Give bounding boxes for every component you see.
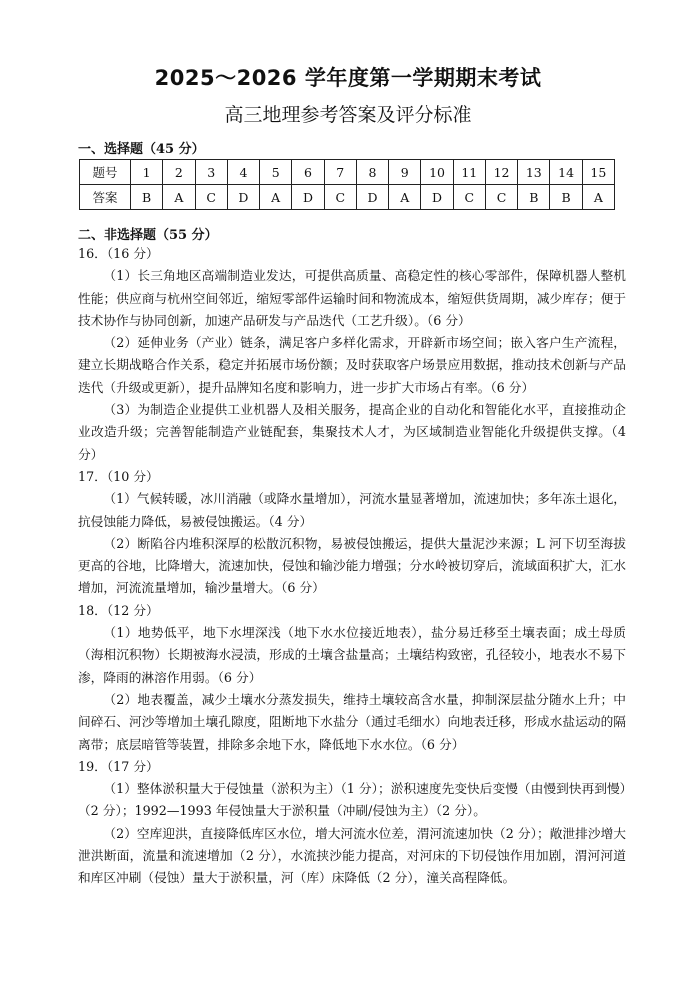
table-row-answers (80, 185, 615, 210)
answer-cell: B (131, 185, 163, 210)
answer-paragraph: （2）空库迎洪，直接降低库区水位，增大河流水位差，渭河流速加快（2 分）；敞泄排沙增大泄洪断面，流量和流速增加（2 分），水流挟沙能力提高，对河床的下切侵蚀作用加剧，渭河河道和库区冲刷（侵蚀）量大于淤积量，河（库）床降低（2 分），潼关高程降低。 (78, 825, 626, 886)
answer-cell: B (518, 185, 550, 210)
question-number: 1 (131, 160, 163, 185)
answer-cell: A (163, 185, 195, 210)
answer-cell: C (453, 185, 485, 210)
answer-cell: A (389, 185, 421, 210)
answer-paragraph: （1）地势低平，地下水埋深浅（地下水水位接近地表），盐分易迁移至土壤表面；成土母质（海相沉积物）长期被海水浸渍，形成的土壤含盐量高；土壤结构致密，孔径较小，地表水不易下渗，降雨的淋溶作用弱。（6 分） (78, 625, 626, 685)
answer-paragraph: （3）为制造企业提供工业机器人及相关服务，提高企业的自动化和智能化水平，直接推动企业改造升级；完善智能制造产业链配套，集聚技术人才，为区域制造业智能化升级提供支撑。（4 分） (78, 402, 626, 462)
table-row-numbers (80, 160, 615, 185)
answer-cell: D (227, 185, 259, 210)
row-label-number: 题号 (80, 160, 131, 185)
answer-cell: A (582, 185, 614, 210)
page-title: 2025～2026 学年度第一学期期末考试 (154, 66, 542, 90)
answer-cell: C (195, 185, 227, 210)
question-number: 11 (453, 160, 485, 185)
question-number: 6 (292, 160, 324, 185)
section-heading-choice: 一、选择题（45 分） (78, 142, 205, 157)
answer-paragraph: （2）地表覆盖，减少土壤水分蒸发损失，维持土壤较高含水量，抑制深层盐分随水上升；中间碎石、河沙等增加土壤孔隙度，阻断地下水盐分（通过毛细水）向地表迁移，形成水盐运动的隔离带；底层暗管等装置，排除多余地下水，降低地下水水位。（6 分） (78, 691, 626, 752)
answer-cell: D (421, 185, 453, 210)
question-number: 5 (260, 160, 292, 185)
question-number: 8 (356, 160, 388, 185)
question-number: 9 (389, 160, 421, 185)
question-number: 3 (195, 160, 227, 185)
answer-cell: C (485, 185, 517, 210)
question-number: 7 (324, 160, 356, 185)
question-number: 10 (421, 160, 453, 185)
section-heading-nonchoice: 二、非选择题（55 分） (78, 228, 218, 243)
page-subtitle: 高三地理参考答案及评分标准 (224, 104, 472, 126)
question-header: 19．（17 分） (78, 758, 159, 774)
question-number: 15 (582, 160, 614, 185)
answer-paragraph: （1）长三角地区高端制造业发达，可提供高质量、高稳定性的核心零部件，保障机器人整机性能；供应商与杭州空间邻近，缩短零部件运输时间和物流成本，缩短供货周期，减少库存；便于技术协作与协同创新，加速产品研发与产品迭代（工艺升级）。（6 分） (78, 268, 626, 328)
answer-cell: C (324, 185, 356, 210)
question-number: 2 (163, 160, 195, 185)
answer-paragraph: （2）断陷谷内堆积深厚的松散沉积物，易被侵蚀搬运，提供大量泥沙来源；L 河下切至海拔更高的谷地，比降增大，流速加快，侵蚀和输沙能力增强；分水岭被切穿后，流域面积扩大，汇水增加，河流流量增加，输沙量增大。（6 分） (78, 535, 626, 596)
question-number: 14 (550, 160, 582, 185)
answer-paragraph: （1）气候转暖，冰川消融（或降水量增加），河流水量显著增加，流速加快；多年冻土退化，抗侵蚀能力降低，易被侵蚀搬运。（4 分） (78, 491, 626, 529)
answer-table (79, 159, 615, 210)
answer-cell: D (292, 185, 324, 210)
answer-body (78, 243, 626, 890)
question-header: 17．（10 分） (78, 468, 159, 484)
answer-cell: A (260, 185, 292, 210)
question-header: 16．（16 分） (78, 246, 159, 261)
answer-cell: D (356, 185, 388, 210)
question-number: 12 (485, 160, 517, 185)
question-number: 4 (227, 160, 259, 185)
row-label-answer: 答案 (80, 185, 131, 210)
answer-paragraph: （1）整体淤积量大于侵蚀量（淤积为主）（1 分）；淤积速度先变快后变慢（由慢到快再到慢）（2 分）；1992—1993 年侵蚀量大于淤积量（冲刷/侵蚀为主）（2 分）。 (78, 781, 626, 819)
question-header: 18．（12 分） (78, 602, 159, 618)
question-number: 13 (518, 160, 550, 185)
answer-paragraph: （2）延伸业务（产业）链条，满足客户多样化需求，开辟新市场空间；嵌入客户生产流程，建立长期战略合作关系，稳定并拓展市场份额；及时获取客户场景应用数据，推动技术创新与产品迭代（升级或更新），提升品牌知名度和影响力，进一步扩大市场占有率。（6 分） (78, 335, 626, 395)
answer-cell: B (550, 185, 582, 210)
